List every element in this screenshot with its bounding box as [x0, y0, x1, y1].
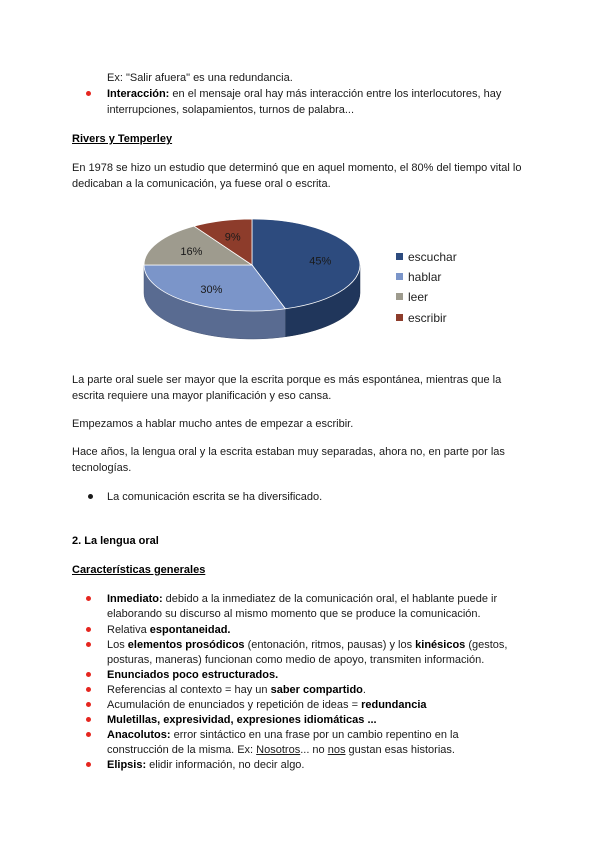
bullet-icon	[86, 642, 91, 647]
term: elementos prosódicos	[127, 639, 245, 651]
data-label-leer: 16%	[180, 245, 203, 258]
list-item-muletillas: Muletillas, expresividad, expresiones idiomáticas ...	[107, 714, 377, 726]
bullet-icon	[86, 596, 91, 601]
legend-item-hablar	[396, 270, 441, 284]
legend-label: escuchar	[408, 250, 457, 264]
paragraph-line: Hace años, la lengua oral y la escrita estaban muy separadas, ahora no, en parte por las	[72, 446, 505, 458]
list-item: La comunicación escrita se ha diversificado.	[107, 491, 323, 503]
underlined-word: Nosotros	[256, 744, 301, 756]
item-text: elidir información, no decir algo.	[146, 759, 305, 771]
item-text: (gestos,	[465, 639, 508, 651]
legend-swatch	[396, 273, 403, 280]
bullet-icon	[86, 91, 91, 96]
item-text: Los	[107, 639, 128, 651]
item-text: (entonación, ritmos, pausas) y los	[244, 639, 416, 651]
paragraph-line: dedicaban a la comunicación, ya fuese oral o escrita.	[72, 178, 331, 190]
bullet-icon	[86, 717, 91, 722]
item-text: Acumulación de enunciados y repetición de ideas =	[107, 699, 362, 711]
item-text: gustan esas historias.	[345, 744, 455, 756]
list-item-elipsis	[107, 758, 304, 772]
term: redundancia	[361, 699, 427, 711]
list-item-continuation: posturas, maneras) funcionan como medio de apoyo, transmiten información.	[107, 654, 485, 666]
item-text: Relativa	[107, 624, 150, 636]
term: kinésicos	[415, 639, 466, 651]
paragraph-line: tecnologías.	[72, 462, 132, 474]
term: Anacolutos:	[107, 729, 171, 741]
data-label-escribir: 9%	[224, 231, 241, 244]
term: espontaneidad.	[149, 624, 231, 636]
term: Interacción:	[107, 88, 170, 100]
legend-item-leer	[396, 290, 428, 304]
legend-swatch	[396, 253, 403, 260]
list-item-acumulacion	[107, 698, 427, 712]
legend-item-escribir	[396, 311, 447, 325]
item-text: construcción de la misma. Ex:	[107, 744, 257, 756]
paragraph-line: escrita requiere una mayor planificación y eso cansa.	[72, 390, 332, 402]
list-item-espontaneidad	[107, 623, 230, 637]
paragraph-line: Empezamos a hablar mucho antes de empezar a escribir.	[72, 418, 354, 430]
term: saber compartido	[270, 684, 363, 696]
paragraph-line: En 1978 se hizo un estudio que determinó que en aquel momento, el 80% del tiempo vital lo	[72, 162, 522, 174]
section-heading: Rivers y Temperley	[72, 133, 173, 145]
bullet-icon	[88, 494, 93, 499]
list-item-enunciados: Enunciados poco estructurados.	[107, 669, 279, 681]
bullet-icon	[86, 687, 91, 692]
bullet-icon	[86, 702, 91, 707]
list-item-continuation: interrupciones, solapamientos, turnos de palabra...	[107, 104, 355, 116]
underlined-word: nos	[327, 744, 346, 756]
item-text: en el mensaje oral hay más interacción entre los interlocutores, hay	[169, 88, 502, 100]
term: Inmediato:	[107, 593, 163, 605]
bullet-icon	[86, 732, 91, 737]
legend-item-escuchar	[396, 250, 457, 264]
item-text: Referencias al contexto = hay un	[107, 684, 271, 696]
item-text: .	[362, 684, 366, 696]
term: Elipsis:	[107, 759, 147, 771]
list-item-continuation	[107, 743, 455, 757]
paragraph-line: La parte oral suele ser mayor que la escrita porque es más espontánea, mientras que la	[72, 374, 502, 386]
list-item-continuation: elaborando su discurso al mismo momento que se produce la comunicación.	[107, 608, 481, 620]
section-title: 2. La lengua oral	[72, 535, 159, 547]
data-label-hablar: 30%	[200, 283, 223, 296]
bullet-icon	[86, 762, 91, 767]
list-item-prosodicos	[107, 638, 507, 652]
list-item-interaccion	[107, 87, 501, 101]
list-item-anacolutos	[107, 728, 459, 742]
bullet-icon	[86, 627, 91, 632]
data-label-escuchar: 45%	[309, 255, 332, 268]
bullet-icon	[86, 672, 91, 677]
item-text: error sintáctico en una frase por un cambio repentino en la	[170, 729, 459, 741]
legend-label: leer	[408, 290, 429, 304]
legend-label: hablar	[408, 270, 442, 284]
example-line: Ex: "Salir afuera" es una redundancia.	[107, 72, 293, 84]
item-text: debido a la inmediatez de la comunicación oral, el hablante puede ir	[162, 593, 498, 605]
item-text: ... no	[300, 744, 328, 756]
section-subheading: Características generales	[72, 564, 206, 576]
list-item-referencias	[107, 683, 366, 697]
list-item-inmediato	[107, 592, 497, 606]
legend-label: escribir	[408, 311, 447, 325]
legend-swatch	[396, 314, 403, 321]
legend-swatch	[396, 293, 403, 300]
